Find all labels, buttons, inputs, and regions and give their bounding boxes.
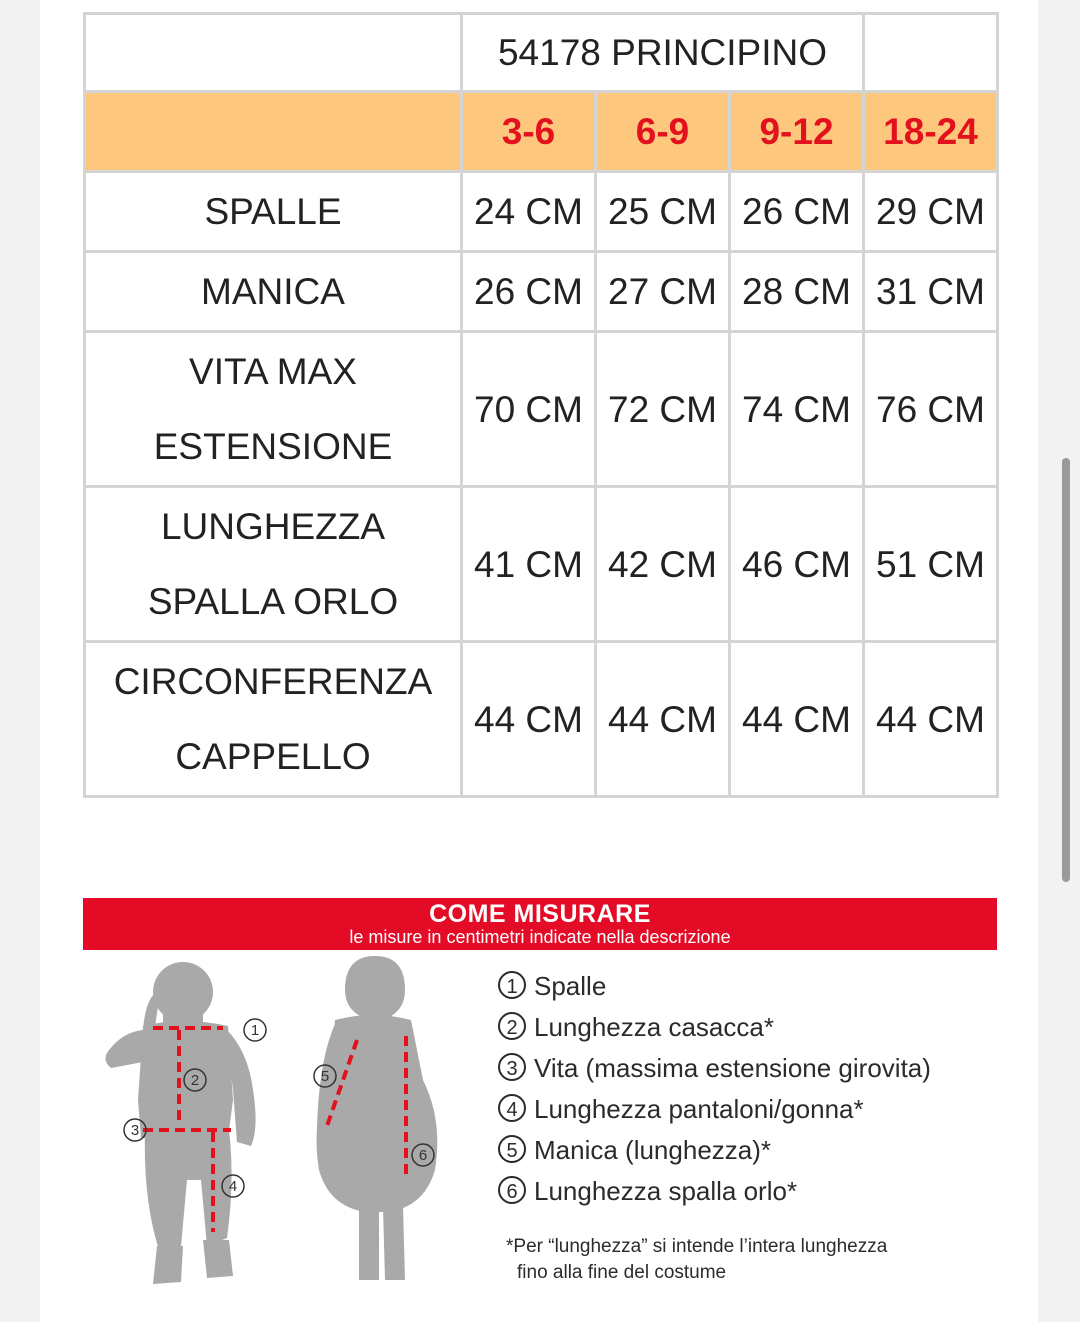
legend-number: 2 bbox=[498, 1012, 526, 1040]
footnote-line: fino alla fine del costume bbox=[517, 1262, 727, 1283]
legend-text: Manica (lunghezza)* bbox=[534, 1135, 772, 1165]
table-row bbox=[85, 172, 998, 252]
size-chart-table bbox=[83, 12, 999, 798]
figure-marker: 3 bbox=[130, 1122, 140, 1139]
legend-item bbox=[498, 966, 931, 1007]
table-cell: 76 CM bbox=[864, 332, 998, 487]
figure-marker: 6 bbox=[418, 1147, 428, 1164]
measuring-figures-illustration bbox=[83, 950, 483, 1300]
table-row bbox=[85, 252, 998, 332]
empty-corner-cell bbox=[85, 14, 462, 92]
table-cell: 72 CM bbox=[596, 332, 730, 487]
legend-item bbox=[498, 1171, 931, 1212]
how-to-measure-banner bbox=[83, 898, 997, 950]
table-cell: 44 CM bbox=[730, 642, 864, 797]
legend-text: Lunghezza casacca* bbox=[534, 1012, 774, 1042]
product-header-row bbox=[85, 14, 998, 92]
figure-marker: 1 bbox=[250, 1022, 260, 1039]
table-cell: 25 CM bbox=[596, 172, 730, 252]
figure-marker: 5 bbox=[320, 1068, 330, 1085]
row-label-line: LUNGHEZZA bbox=[160, 506, 386, 547]
table-cell: 70 CM bbox=[462, 332, 596, 487]
legend-item bbox=[498, 1130, 931, 1171]
measure-legend bbox=[498, 966, 931, 1212]
table-cell: 42 CM bbox=[596, 487, 730, 642]
table-cell: 44 CM bbox=[596, 642, 730, 797]
product-title: 54178 PRINCIPINO bbox=[462, 14, 864, 92]
table-cell: 44 CM bbox=[462, 642, 596, 797]
legend-text: Lunghezza pantaloni/gonna* bbox=[534, 1094, 864, 1124]
legend-item bbox=[498, 1048, 931, 1089]
legend-number: 6 bbox=[498, 1176, 526, 1204]
size-label: 6-9 bbox=[635, 111, 690, 152]
legend-text: Vita (massima estensione girovita) bbox=[534, 1053, 931, 1083]
figure-marker: 4 bbox=[228, 1178, 238, 1195]
banner-subtitle: le misure in centimetri indicate nella descrizione bbox=[349, 927, 731, 947]
size-header-empty bbox=[85, 92, 462, 172]
figure-marker: 2 bbox=[190, 1072, 200, 1089]
boy-silhouette bbox=[105, 962, 255, 1284]
table-cell: 26 CM bbox=[462, 252, 596, 332]
table-row bbox=[85, 332, 998, 487]
size-header-cell bbox=[596, 92, 730, 172]
table-row bbox=[85, 642, 998, 797]
table-cell: 44 CM bbox=[864, 642, 998, 797]
length-footnote bbox=[506, 1234, 887, 1286]
size-label: 9-12 bbox=[759, 111, 834, 152]
row-label bbox=[85, 487, 462, 642]
row-label-line: CIRCONFERENZA bbox=[113, 661, 433, 702]
table-cell: 24 CM bbox=[462, 172, 596, 252]
row-label-line: CAPPELLO bbox=[175, 736, 371, 777]
table-cell: 41 CM bbox=[462, 487, 596, 642]
girl-silhouette bbox=[317, 956, 438, 1280]
legend-text: Lunghezza spalla orlo* bbox=[534, 1176, 798, 1206]
banner-title: COME MISURARE bbox=[429, 900, 651, 928]
table-cell: 26 CM bbox=[730, 172, 864, 252]
legend-number: 1 bbox=[498, 971, 526, 999]
table-cell: 51 CM bbox=[864, 487, 998, 642]
table-cell: 29 CM bbox=[864, 172, 998, 252]
legend-number: 3 bbox=[498, 1053, 526, 1081]
table-row bbox=[85, 487, 998, 642]
size-header-row bbox=[85, 92, 998, 172]
table-cell: 31 CM bbox=[864, 252, 998, 332]
legend-item bbox=[498, 1007, 931, 1048]
footnote-line: *Per “lunghezza” si intende l’intera lunghezza bbox=[506, 1236, 888, 1257]
table-cell: 28 CM bbox=[730, 252, 864, 332]
size-label: 18-24 bbox=[883, 111, 978, 152]
legend-text: Spalle bbox=[534, 971, 607, 1001]
row-label-line: ESTENSIONE bbox=[153, 426, 393, 467]
row-label-line: VITA MAX bbox=[189, 351, 357, 392]
row-label: MANICA bbox=[85, 252, 462, 332]
row-label bbox=[85, 332, 462, 487]
row-label: SPALLE bbox=[85, 172, 462, 252]
table-cell: 74 CM bbox=[730, 332, 864, 487]
table-cell: 46 CM bbox=[730, 487, 864, 642]
empty-header-cell bbox=[864, 14, 998, 92]
size-header-cell bbox=[462, 92, 596, 172]
table-cell: 27 CM bbox=[596, 252, 730, 332]
size-header-cell bbox=[730, 92, 864, 172]
row-label-line: SPALLA ORLO bbox=[147, 581, 399, 622]
legend-number: 5 bbox=[498, 1135, 526, 1163]
size-header-cell bbox=[864, 92, 998, 172]
legend-number: 4 bbox=[498, 1094, 526, 1122]
scrollbar[interactable] bbox=[1062, 458, 1070, 882]
size-label: 3-6 bbox=[501, 111, 556, 152]
row-label bbox=[85, 642, 462, 797]
legend-item bbox=[498, 1089, 931, 1130]
